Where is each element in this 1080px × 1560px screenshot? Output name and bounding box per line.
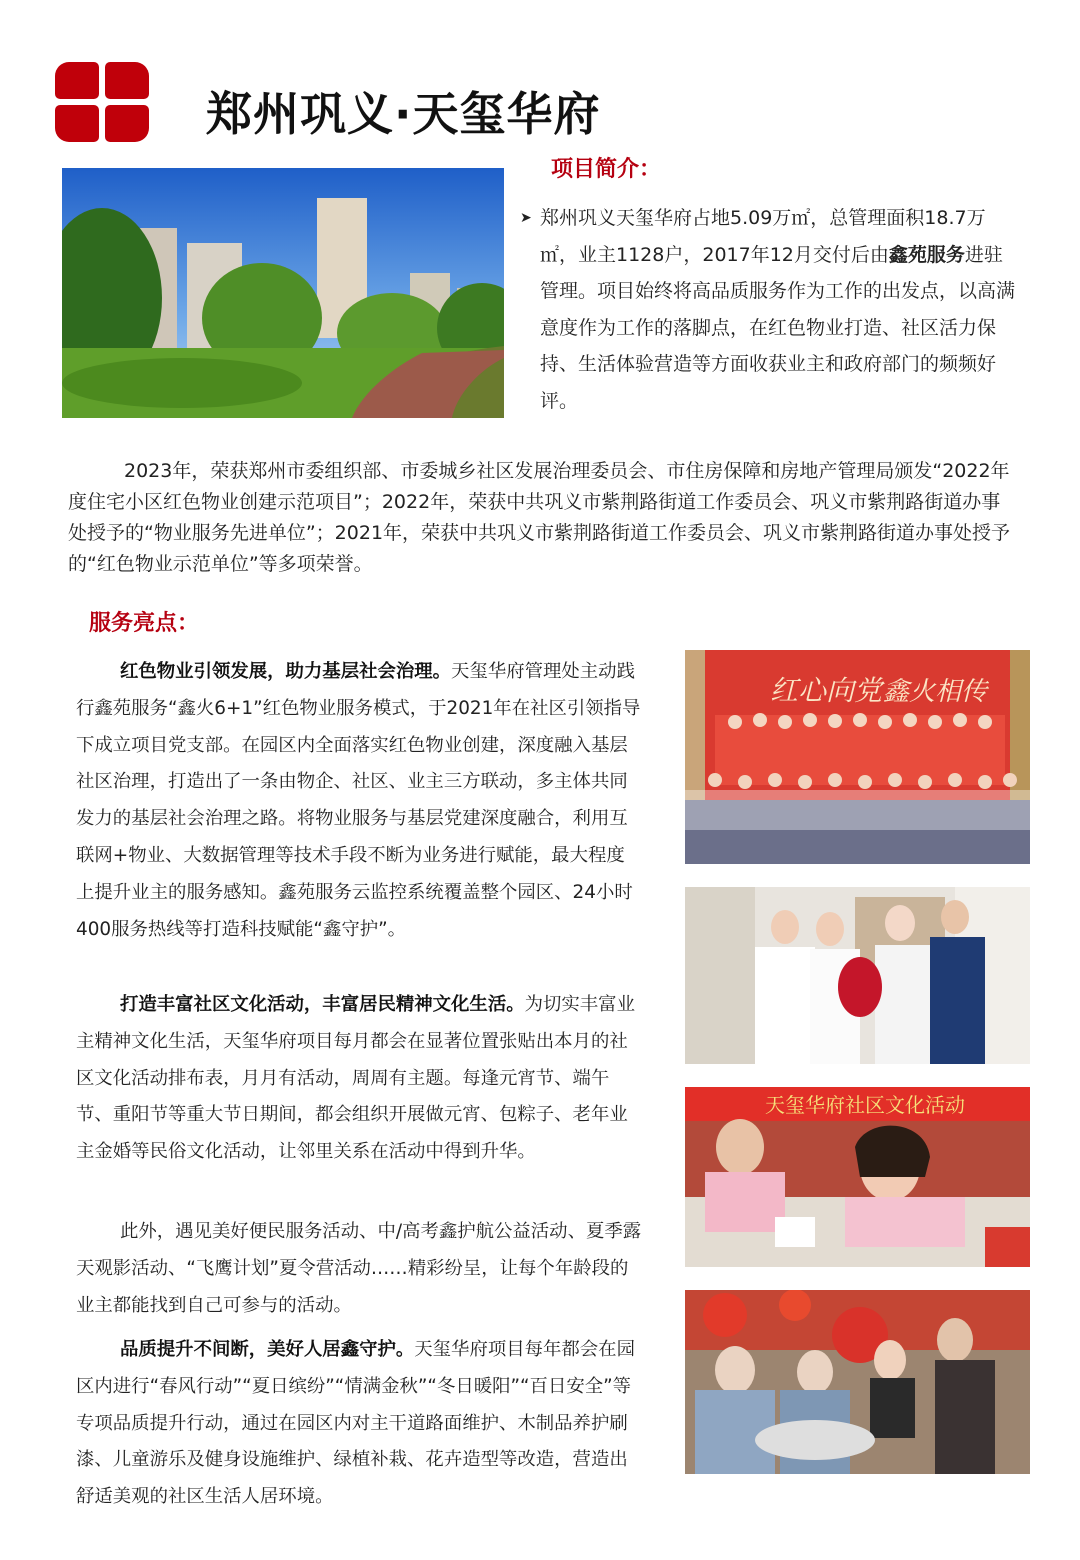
award-ceremony-photo [685,887,1030,1064]
highlights-heading: 服务亮点： [89,611,200,636]
bullet-arrow-icon: ➤ [520,210,532,226]
awards-text: 2023年，荣获郑州市委组织部、市委城乡社区发展治理委员会、市住房保障和房地产管理局颁发“2022年度住宅小区红色物业创建示范项目”；2022年，荣获中共巩义市紫荆路街道工作委员会、巩义市紫荆路街道办事处授予的“物业服务先进单位”；2021年，荣获中共巩义市紫荆路街道工作委员会、巩义市紫荆路街道办事处授予的“红色物业示范单位”等多项荣誉。 [68,460,1011,575]
kids-banner-text: 天玺华府社区文化活动 [765,1093,965,1117]
banner-text-left: 红心向党 [770,674,883,707]
intro-text: 郑州巩义天玺华府占地5.09万㎡，总管理面积18.7万㎡，业主1128户，2017年12月交付后由鑫苑服务进驻管理。项目始终将高品质服务作为工作的出发点，以高满意度作为工作的落脚点，在红色物业打造、社区活力保持、生活体验营造等方面收获业主和政府部门的频频好评。 [540,207,1016,412]
dumpling-activity-photo [685,1290,1030,1474]
intro-heading: 项目简介： [551,157,662,182]
highlight-paragraph: 此外，遇见美好便民服务活动、中/高考鑫护航公益活动、夏季露天观影活动、“飞鹰计划”夏令营活动……精彩纷呈，让每个年龄段的业主都能找到自己可参与的活动。 [76,1221,642,1316]
page-title: 郑州巩义·天玺华府 [206,87,601,141]
brand-logo [55,62,149,142]
highlight-paragraph: 打造丰富社区文化活动，丰富居民精神文化生活。为切实丰富业主精神文化生活，天玺华府项目每月都会在显著位置张贴出本月的社区文化活动排布表，月月有活动，周周有主题。每逢元宵节、端午节、重阳节等重大节日期间，都会组织开展做元宵、包粽子、老年业主金婚等民俗文化活动，让邻里关系在活动中得到升华。 [76,994,635,1163]
banner-text-right: 鑫火相传 [883,677,988,707]
kids-painting-photo [685,1087,1030,1267]
party-event-photo [685,650,1030,864]
highlight-paragraph: 红色物业引领发展，助力基层社会治理。天玺华府管理处主动践行鑫苑服务“鑫火6+1”红色物业服务模式，于2021年在社区引领指导下成立项目党支部。在园区内全面落实红色物业创建，深度融入基层社区治理，打造出了一条由物企、社区、业主三方联动，多主体共同发力的基层社会治理之路。将物业服务与基层党建深度融合，利用互联网+物业、大数据管理等技术手段不断为业务进行赋能，最大程度上提升业主的服务感知。鑫苑服务云监控系统覆盖整个园区、24小时400服务热线等打造科技赋能“鑫守护”。 [76,661,641,940]
estate-photo [62,168,504,418]
highlight-paragraph: 品质提升不间断，美好人居鑫守护。天玺华府项目每年都会在园区内进行“春风行动”“夏日缤纷”“情满金秋”“冬日暖阳”“百日安全”等专项品质提升行动，通过在园区内对主干道路面维护、木制品养护刷漆、儿童游乐及健身设施维护、绿植补栽、花卉造型等改造，营造出舒适美观的社区生活人居环境。 [76,1339,635,1508]
